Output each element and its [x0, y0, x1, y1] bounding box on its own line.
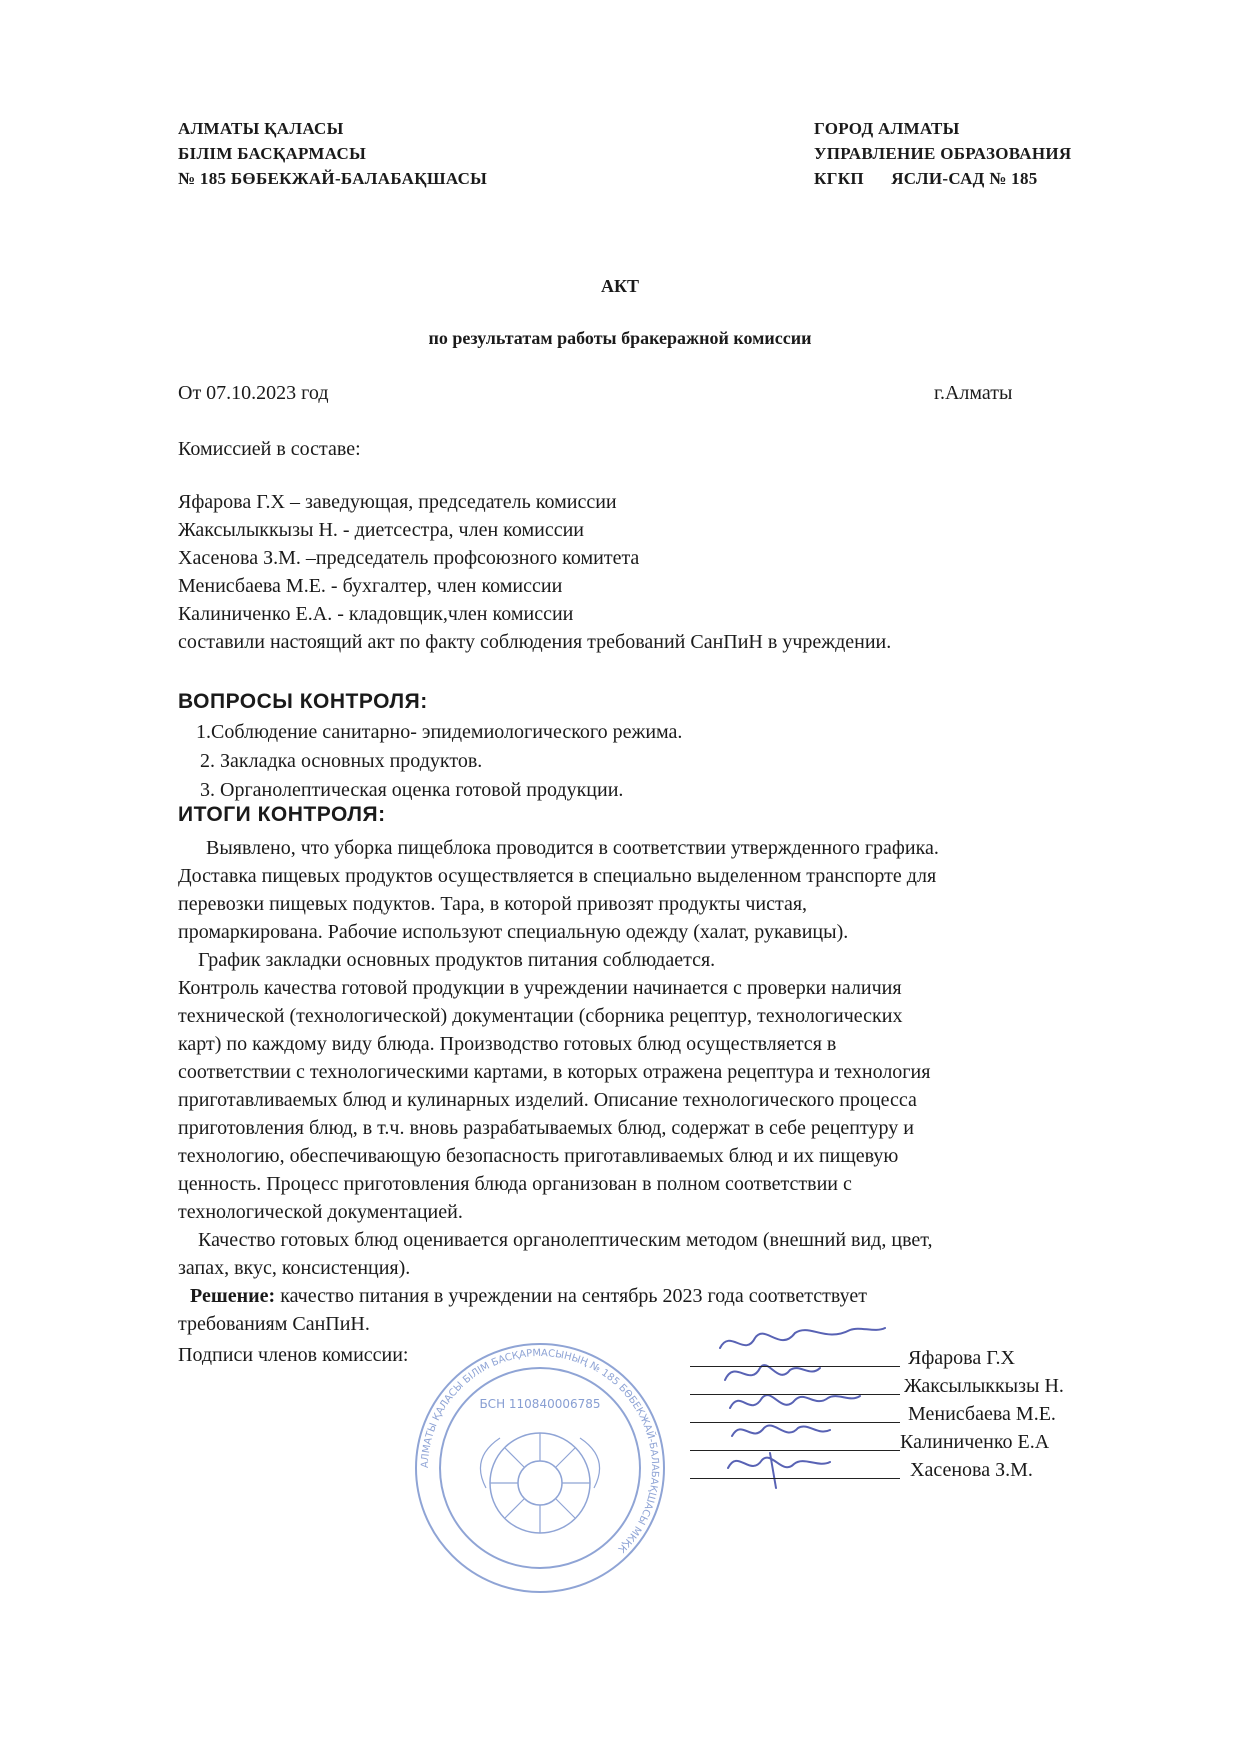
results-line: промаркирована. Рабочие используют специальную одежду (халат, рукавицы).	[178, 921, 849, 943]
header-left-line: БІЛІМ БАСҚАРМАСЫ	[178, 144, 367, 163]
results-line: перевозки пищевых подуктов. Тара, в которой привозят продукты чистая,	[178, 893, 808, 915]
header-right	[814, 116, 1072, 191]
results-line: Доставка пищевых продуктов осуществляется в специально выделенном транспорте для	[178, 865, 937, 887]
results-line: приготавливаемых блюд и кулинарных изделий. Описание технологического процесса	[178, 1089, 917, 1111]
signatory-name: Жаксылыккызы Н.	[904, 1375, 1064, 1397]
stamp-bin: БСН 110840006785	[479, 1397, 601, 1411]
decision-line	[178, 1282, 1138, 1310]
document-city: г.Алматы	[934, 382, 1013, 404]
signature-row	[690, 1456, 1033, 1484]
results-line: технологической документацией.	[178, 1201, 463, 1223]
results-line: карт) по каждому виду блюда. Производство готовых блюд осуществляется в	[178, 1033, 837, 1055]
results-line: Контроль качества готовой продукции в учреждении начинается с проверки наличия	[178, 977, 902, 999]
header-left-line: АЛМАТЫ ҚАЛАСЫ	[178, 119, 344, 138]
decision-line-2: требованиям СанПиН.	[178, 1313, 370, 1335]
signatures-label: Подписи членов комиссии:	[178, 1344, 409, 1366]
question-item: 3. Органолептическая оценка готовой продукции.	[200, 779, 624, 801]
header-right-line: УПРАВЛЕНИЕ ОБРАЗОВАНИЯ	[814, 144, 1072, 163]
member-line: Яфарова Г.Х – заведующая, председатель комиссии	[178, 491, 617, 513]
results-line: ценность. Процесс приготовления блюда организован в полном соответствии с	[178, 1173, 852, 1195]
signature-line	[690, 1344, 900, 1367]
signature-row	[690, 1344, 1015, 1372]
signature-line	[690, 1456, 900, 1479]
member-line: Калиниченко Е.А. - кладовщик,член комиссии	[178, 603, 574, 625]
signature-row	[690, 1428, 1050, 1456]
stamp-emblem-rays	[490, 1433, 590, 1533]
results-body	[178, 834, 1138, 1338]
signature-line	[690, 1428, 900, 1451]
decision-text: качество питания в учреждении на сентябрь 2023 года соответствует	[275, 1285, 867, 1307]
signature-row	[690, 1400, 1056, 1428]
results-line: приготовления блюд, в т.ч. вновь разрабатываемых блюд, содержат в себе рецептуру и	[178, 1117, 914, 1139]
results-line: технологию, обеспечивающую безопасность приготавливаемых блюд и их пищевую	[178, 1145, 899, 1167]
stamp-outer-ring	[416, 1344, 664, 1592]
question-item: 1.Соблюдение санитарно- эпидемиологического режима.	[196, 721, 683, 743]
results-line: Выявлено, что уборка пищеблока проводится в соответствии утвержденного графика.	[206, 837, 939, 859]
commission-members	[178, 488, 891, 656]
stamp-outer-textpath: АЛМАТЫ ҚАЛАСЫ БІЛІМ БАСҚАРМАСЫНЫҢ № 185 БӨБЕКЖАЙ-БАЛАБАҚШАСЫ МКҚК	[419, 1347, 661, 1555]
commission-intro: Комиссией в составе:	[178, 438, 361, 460]
decision-label: Решение:	[190, 1285, 276, 1307]
questions-title: ВОПРОСЫ КОНТРОЛЯ:	[178, 690, 428, 713]
signatory-name: Яфарова Г.Х	[908, 1347, 1015, 1369]
header-right-line: ГОРОД АЛМАТЫ	[814, 119, 960, 138]
results-line: соответствии с технологическими картами, в которых отражена рецептура и технология	[178, 1061, 931, 1083]
stamp-emblem-core	[518, 1461, 562, 1505]
organization-stamp	[410, 1338, 670, 1598]
question-item: 2. Закладка основных продуктов.	[200, 750, 483, 772]
header-left-line: № 185 БӨБЕКЖАЙ-БАЛАБАҚШАСЫ	[178, 169, 488, 188]
document-title: АКТ	[600, 276, 640, 296]
signatory-name: Калиниченко Е.А	[900, 1431, 1050, 1453]
results-title: ИТОГИ КОНТРОЛЯ:	[178, 803, 386, 826]
document-date: От 07.10.2023 год	[178, 382, 329, 404]
member-line: Хасенова З.М. –председатель профсоюзного комитета	[178, 547, 640, 569]
signatory-name: Хасенова З.М.	[910, 1459, 1033, 1481]
signature-line	[690, 1400, 900, 1423]
results-line: Качество готовых блюд оценивается органолептическим методом (внешний вид, цвет,	[198, 1229, 933, 1251]
signature-row	[690, 1372, 1064, 1400]
results-line: запах, вкус, консистенция).	[178, 1257, 411, 1279]
header-right-line: КГКП ЯСЛИ-САД № 185	[814, 169, 1038, 188]
results-line: технической (технологической) документации (сборника рецептур, технологических	[178, 1005, 903, 1027]
member-line: Менисбаева М.Е. - бухгалтер, член комиссии	[178, 575, 563, 597]
document-subtitle: по результатам работы бракеражной комиссии	[428, 328, 812, 348]
signature-line	[690, 1372, 900, 1395]
member-line: Жаксылыккызы Н. - диетсестра, член комиссии	[178, 519, 584, 541]
questions-list	[196, 718, 682, 805]
member-line: составили настоящий акт по факту соблюдения требований СанПиН в учреждении.	[178, 631, 892, 653]
header-left	[178, 116, 487, 191]
signatory-name: Менисбаева М.Е.	[908, 1403, 1056, 1425]
results-line: График закладки основных продуктов питания соблюдается.	[198, 949, 716, 971]
signature-block	[690, 1344, 1064, 1484]
